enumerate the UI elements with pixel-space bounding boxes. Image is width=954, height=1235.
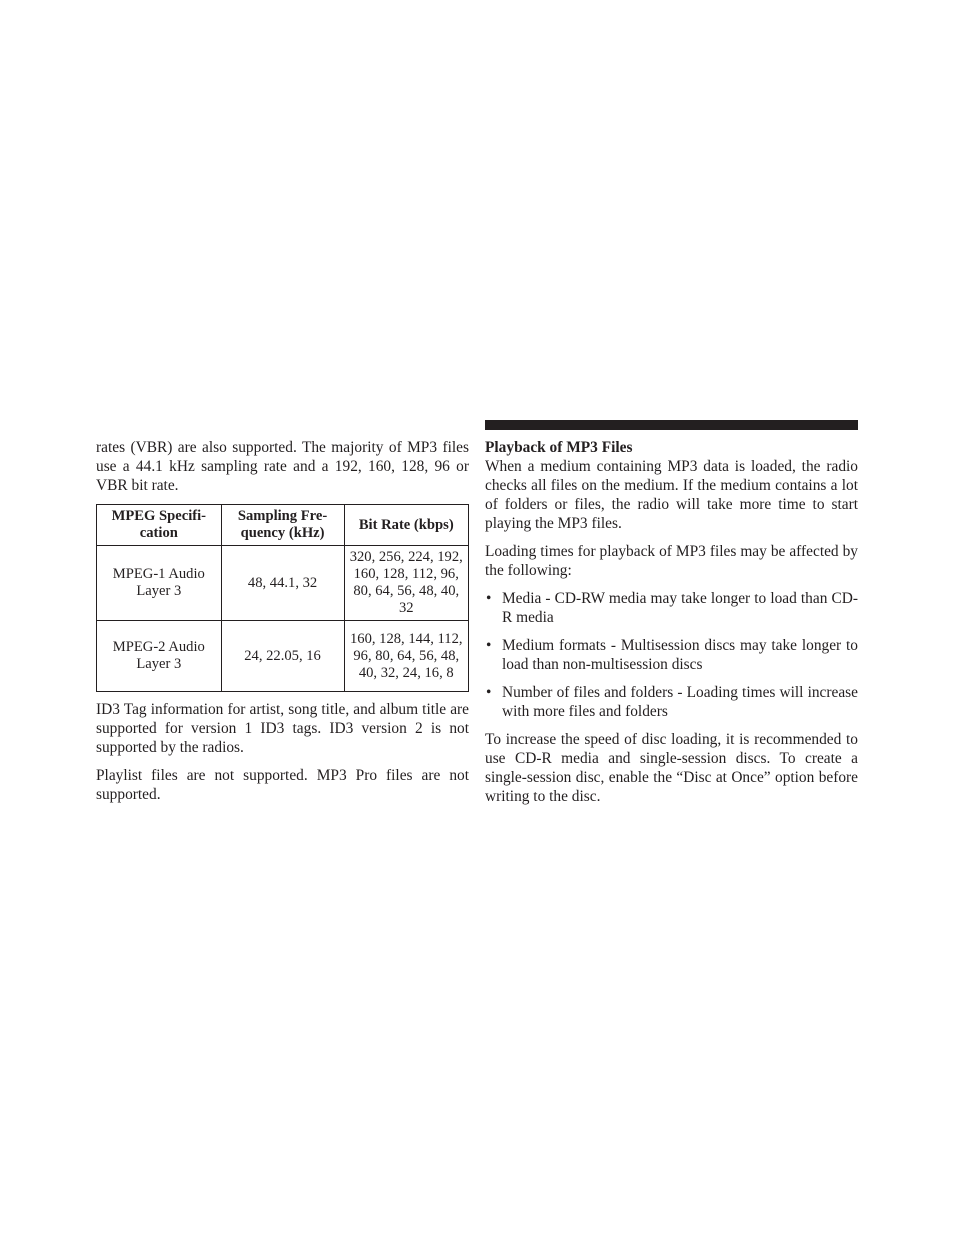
right-column	[485, 438, 858, 806]
playlist-paragraph: Playlist files are not supported. MP3 Pro files are not supported.	[96, 767, 469, 803]
loading-paragraph: When a medium containing MP3 data is loaded, the radio checks all files on the medium. If the medium contains a lot of folders or files, the radio will take more time to start playing the MP3 files.	[485, 458, 858, 532]
table-row	[97, 546, 469, 621]
intro-paragraph: rates (VBR) are also supported. The majority of MP3 files use a 44.1 kHz sampling rate and a 192, 160, 128, 96 or VBR bit rate.	[96, 439, 469, 494]
table-row	[97, 621, 469, 692]
bullet-icon: •	[486, 684, 492, 701]
list-item-text: Medium formats - Multisession discs may take longer to load than non-multisession discs	[502, 637, 858, 673]
table-header-row	[97, 505, 469, 546]
list-item-text: Media - CD-RW media may take longer to load than CD-R media	[502, 590, 858, 626]
list-item	[485, 589, 858, 627]
left-column	[96, 438, 469, 804]
section-header-bar	[485, 420, 858, 430]
bullet-icon: •	[486, 590, 492, 607]
list-item	[485, 683, 858, 721]
list-item	[485, 636, 858, 674]
cell-sampling-frequency: 48, 44.1, 32	[221, 546, 344, 621]
bullet-icon: •	[486, 637, 492, 654]
cell-mpeg-specification: MPEG-2 Audio Layer 3	[97, 621, 222, 692]
list-item-text: Number of files and folders - Loading times will increase with more files and folders	[502, 684, 858, 720]
header-sampling-frequency: Sampling Fre-quency (kHz)	[221, 505, 344, 546]
loading-times-paragraph: Loading times for playback of MP3 files may be affected by the following:	[485, 543, 858, 579]
cell-mpeg-specification: MPEG-1 Audio Layer 3	[97, 546, 222, 621]
cell-sampling-frequency: 24, 22.05, 16	[221, 621, 344, 692]
header-mpeg-specification: MPEG Specifi-cation	[97, 505, 222, 546]
recommendation-paragraph: To increase the speed of disc loading, it is recommended to use CD-R media and single-session discs. To create a single-session disc, enable the “Disc at Once” option before writing to the disc.	[485, 731, 858, 805]
cell-bit-rate: 320, 256, 224, 192, 160, 128, 112, 96, 80, 64, 56, 48, 40, 32	[344, 546, 469, 621]
section-heading: Playback of MP3 Files	[485, 439, 633, 456]
loading-factors-list	[485, 589, 858, 721]
cell-bit-rate: 160, 128, 144, 112, 96, 80, 64, 56, 48, 40, 32, 24, 16, 8	[344, 621, 469, 692]
mpeg-spec-table	[96, 504, 469, 692]
header-bit-rate: Bit Rate (kbps)	[344, 505, 469, 546]
id3-paragraph: ID3 Tag information for artist, song title, and album title are supported for version 1 ID3 tags. ID3 version 2 is not supported by the radios.	[96, 701, 469, 756]
